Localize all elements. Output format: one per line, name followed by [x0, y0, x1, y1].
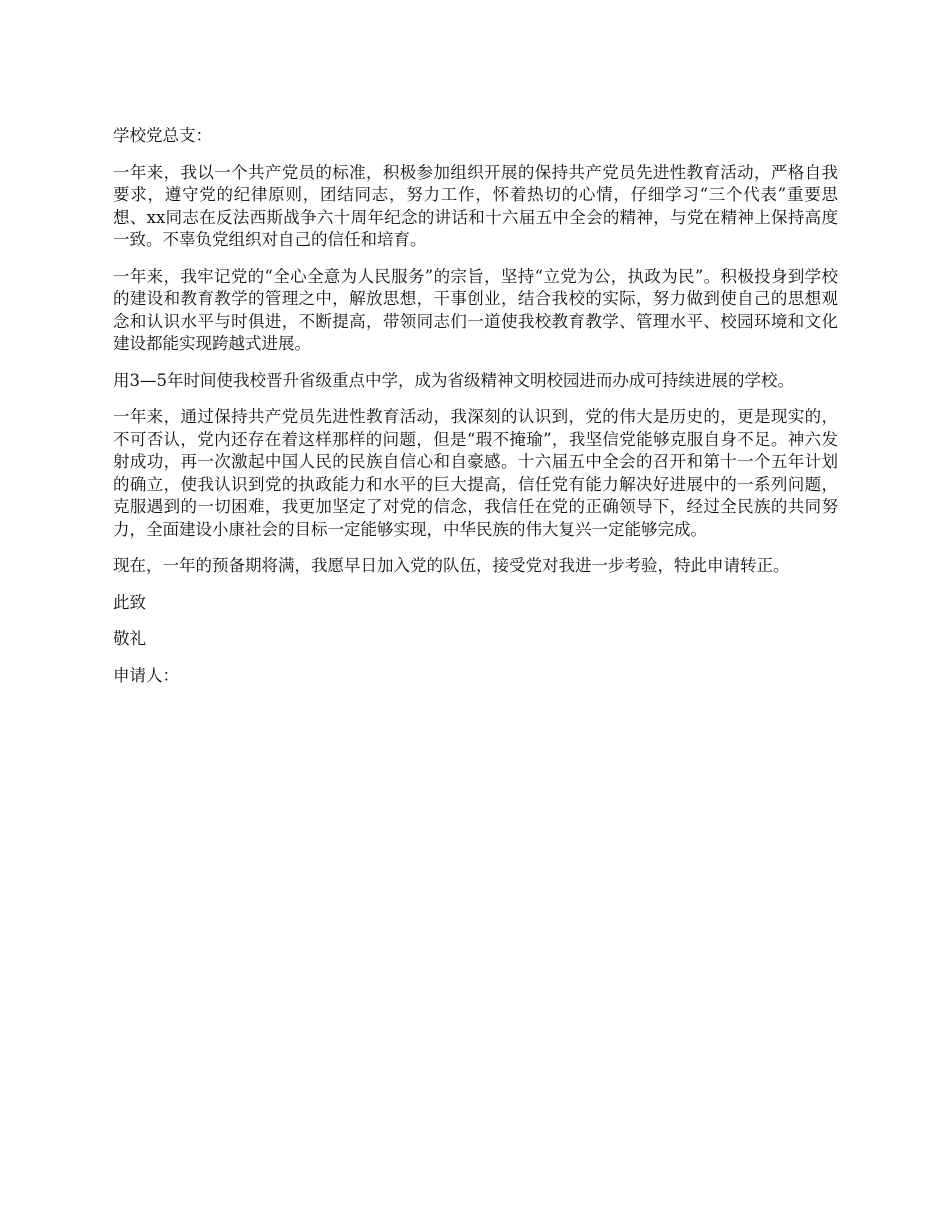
closing-greeting: 此致 [113, 592, 146, 612]
paragraph-3: 用3—5年时间使我校晋升省级重点中学，成为省级精神文明校园进而办成可持续进展的学校。 [113, 370, 794, 390]
salutation: 学校党总支： [113, 126, 212, 145]
paragraph-5: 现在，一年的预备期将满，我愿早日加入党的队伍，接受党对我进一步考验，特此申请转正。 [113, 556, 790, 575]
paragraph-2: 一年来，我牢记党的“全心全意为人民服务”的宗旨，坚持“立党为公，执政为民”。积极投身到学校的建设和教育教学的管理之中，解放思想，干事创业，结合我校的实际，努力做到使自己的思想观念和认识水平与时俱进，不断提高，带领同志们一道使我校教育教学、管理水平、校园环境和文化建设都能实现跨越式进展。 [113, 266, 838, 353]
paragraph-4: 一年来，通过保持共产党员先进性教育活动，我深刻的认识到，党的伟大是历史的，更是现实的，不可否认，党内还存在着这样那样的问题，但是“瑕不掩瑜”，我坚信党能够克服自身不足。神六发射成功，再一次激起中国人民的民族自信心和自豪感。十六届五中全会的召开和第十一个五年计划的确立，使我认识到党的执政能力和水平的巨大提高，信任党有能力解决好进展中的一系列问题，克服遇到的一切困难，我更加坚定了对党的信念，我信任在党的正确领导下，经过全民族的共同努力，全面建设小康社会的目标一定能够实现，中华民族的伟大复兴一定能够完成。 [113, 407, 838, 539]
closing-salute: 敬礼 [113, 629, 146, 648]
letter-body [113, 125, 838, 701]
signature-label: 申请人： [113, 665, 179, 685]
paragraph-1: 一年来，我以一个共产党员的标准，积极参加组织开展的保持共产党员先进性教育活动，严格自我要求，遵守党的纪律原则，团结同志，努力工作，怀着热切的心情，仔细学习“三个代表”重要思想、xx同志在反法西斯战争六十周年纪念的讲话和十六届五中全会的精神，与党在精神上保持高度一致。不辜负党组织对自己的信任和培育。 [113, 162, 838, 249]
